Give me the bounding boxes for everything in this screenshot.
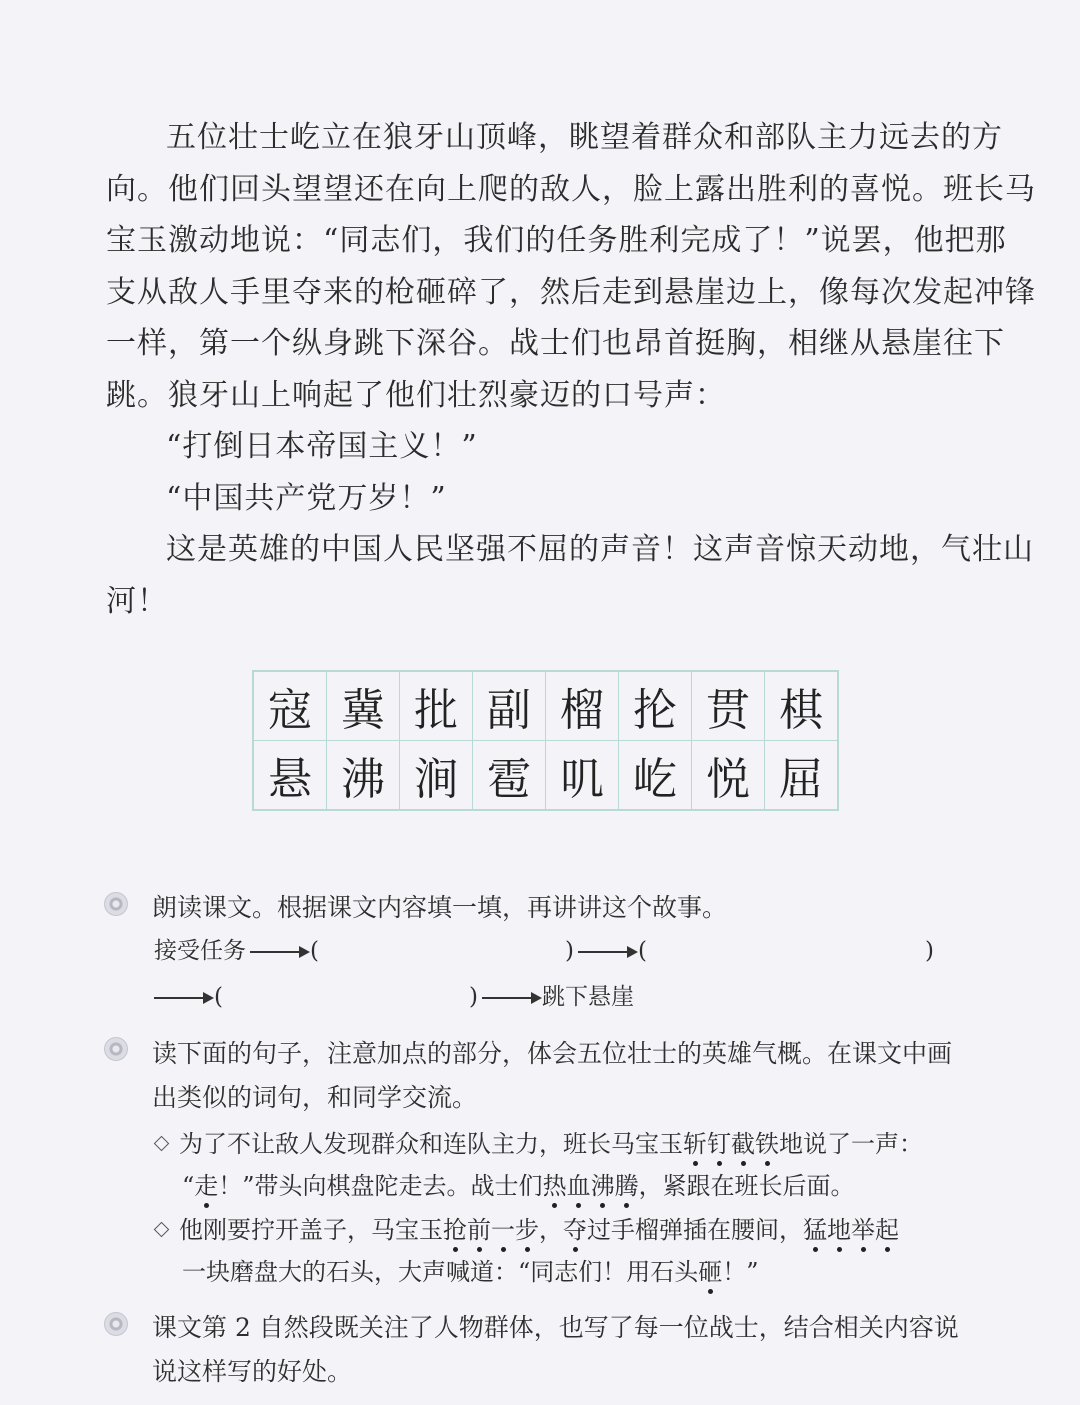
dotted-char: 猛 bbox=[803, 1216, 827, 1244]
char-cell: 贯 bbox=[692, 671, 765, 741]
arrow-right-icon bbox=[250, 951, 308, 953]
blank-paren-close: ) bbox=[924, 938, 934, 964]
sequence-end: 跳下悬崖 bbox=[541, 984, 634, 1010]
example-sentence-1-line-2 bbox=[182, 1166, 855, 1201]
dotted-char: 腾 bbox=[614, 1172, 639, 1200]
sentence-text: 过手榴弹插在腰间， bbox=[587, 1216, 803, 1244]
slogan-quote: “中国共产党万岁！” bbox=[166, 480, 447, 516]
exercise-2-prompt-line-2: 出类似的词句，和同学交流。 bbox=[152, 1083, 478, 1112]
story-paragraph: 五位壮士屹立在狼牙山顶峰，眺望着群众和部队主力远去的方向。他们回头望望还在向上爬的敌人，脸上露出胜利的喜悦。班长马宝玉激动地说：“同志们，我们的任务胜利完成了！”说罢，他把那支从敌人手里夺来的枪砸碎了，然后走到悬崖边上，像每次发起冲锋一样，第一个纵身跳下深谷。战士们也昂首挺胸，相继从悬崖往下跳。狼牙山上响起了他们壮烈豪迈的口号声： bbox=[106, 120, 1036, 413]
blank-paren-close: ) bbox=[468, 984, 478, 1010]
sentence-text: 为了不让敌人发现群众和连队主力，班长马宝玉 bbox=[179, 1130, 683, 1158]
char-row bbox=[253, 741, 838, 811]
dotted-char: 热 bbox=[542, 1172, 567, 1200]
sentence-text: ！”带头向棋盘陀走去。战士们 bbox=[218, 1172, 543, 1200]
dotted-char: 斩 bbox=[683, 1130, 707, 1158]
dotted-char: 一 bbox=[491, 1216, 515, 1244]
char-row bbox=[253, 671, 838, 741]
exercise-3-prompt-line-2: 说这样写的好处。 bbox=[152, 1357, 353, 1386]
dotted-char: 沸 bbox=[590, 1172, 615, 1200]
char-cell: 寇 bbox=[253, 671, 327, 741]
diamond-bullet-icon bbox=[154, 1136, 170, 1152]
blank-paren-open: ( bbox=[310, 938, 319, 964]
dotted-char: 铁 bbox=[755, 1130, 779, 1158]
char-cell: 冀 bbox=[327, 671, 400, 741]
arrow-right-icon bbox=[578, 951, 636, 953]
char-cell: 批 bbox=[400, 671, 473, 741]
story-sequence-line-2 bbox=[154, 978, 634, 1011]
sentence-text: ，紧跟在班长后面。 bbox=[638, 1172, 855, 1200]
new-characters-table bbox=[252, 670, 839, 811]
sentence-text: 他刚要拧开盖子，马宝玉 bbox=[179, 1216, 443, 1244]
char-cell: 悬 bbox=[253, 741, 327, 811]
char-cell: 棋 bbox=[765, 671, 839, 741]
char-cell: 榴 bbox=[546, 671, 619, 741]
example-sentence-2-line-1 bbox=[156, 1210, 899, 1245]
dotted-char: 截 bbox=[731, 1130, 755, 1158]
diamond-bullet-icon bbox=[154, 1222, 170, 1238]
dotted-char: 前 bbox=[467, 1216, 491, 1244]
example-sentence-2-line-2 bbox=[182, 1252, 759, 1287]
blank-paren-open: ( bbox=[637, 938, 647, 964]
dotted-char: 步 bbox=[515, 1216, 539, 1244]
dotted-char: 地 bbox=[827, 1216, 851, 1244]
char-cell: 屹 bbox=[619, 741, 692, 811]
char-cell: 沸 bbox=[327, 741, 400, 811]
exercise-3-prompt-line-1: 课文第 2 自然段既关注了人物群体，也写了每一位战士，结合相关内容说 bbox=[152, 1313, 959, 1342]
sentence-text: ！” bbox=[722, 1258, 759, 1286]
dotted-char: 钉 bbox=[707, 1130, 731, 1158]
sentence-text: 一块磨盘大的石头，大声喊道：“同志们！用石头 bbox=[182, 1258, 699, 1286]
dotted-char: 走 bbox=[194, 1172, 219, 1200]
dotted-char: 抢 bbox=[443, 1216, 467, 1244]
sentence-text: ， bbox=[539, 1216, 563, 1244]
dotted-char: 起 bbox=[875, 1216, 899, 1244]
dotted-char: 举 bbox=[851, 1216, 875, 1244]
exercise-bullet-icon bbox=[104, 892, 128, 916]
exercise-2-prompt-line-1: 读下面的句子，注意加点的部分，体会五位壮士的英雄气概。在课文中画 bbox=[152, 1039, 953, 1068]
dotted-char: 砸 bbox=[698, 1258, 723, 1286]
example-sentence-1-line-1 bbox=[156, 1124, 923, 1159]
story-text bbox=[106, 112, 1036, 627]
slogan-quote: “打倒日本帝国主义！” bbox=[166, 429, 478, 464]
char-cell: 抡 bbox=[619, 671, 692, 741]
blank-paren-open: ( bbox=[214, 984, 223, 1010]
sequence-start: 接受任务 bbox=[154, 938, 246, 964]
char-cell: 屈 bbox=[765, 741, 839, 811]
story-sequence-line-1 bbox=[154, 932, 934, 965]
sentence-text: 地说了一声： bbox=[779, 1130, 923, 1158]
blank-paren-close: ) bbox=[564, 938, 574, 964]
arrow-right-icon bbox=[482, 997, 540, 999]
dotted-char: 夺 bbox=[563, 1216, 587, 1244]
char-cell: 雹 bbox=[473, 741, 546, 811]
story-paragraph: 这是英雄的中国人民坚强不屈的声音！这声音惊天动地，气壮山河！ bbox=[106, 532, 1034, 619]
char-cell: 悦 bbox=[692, 741, 765, 811]
dotted-char: 血 bbox=[566, 1172, 591, 1200]
exercise-bullet-icon bbox=[104, 1037, 128, 1061]
exercise-1-prompt: 朗读课文。根据课文内容填一填，再讲讲这个故事。 bbox=[152, 893, 728, 922]
char-cell: 叽 bbox=[546, 741, 619, 811]
char-cell: 涧 bbox=[400, 741, 473, 811]
exercise-bullet-icon bbox=[104, 1312, 128, 1336]
arrow-right-icon bbox=[154, 997, 212, 999]
sentence-text: “ bbox=[182, 1172, 195, 1200]
char-cell: 副 bbox=[473, 671, 546, 741]
